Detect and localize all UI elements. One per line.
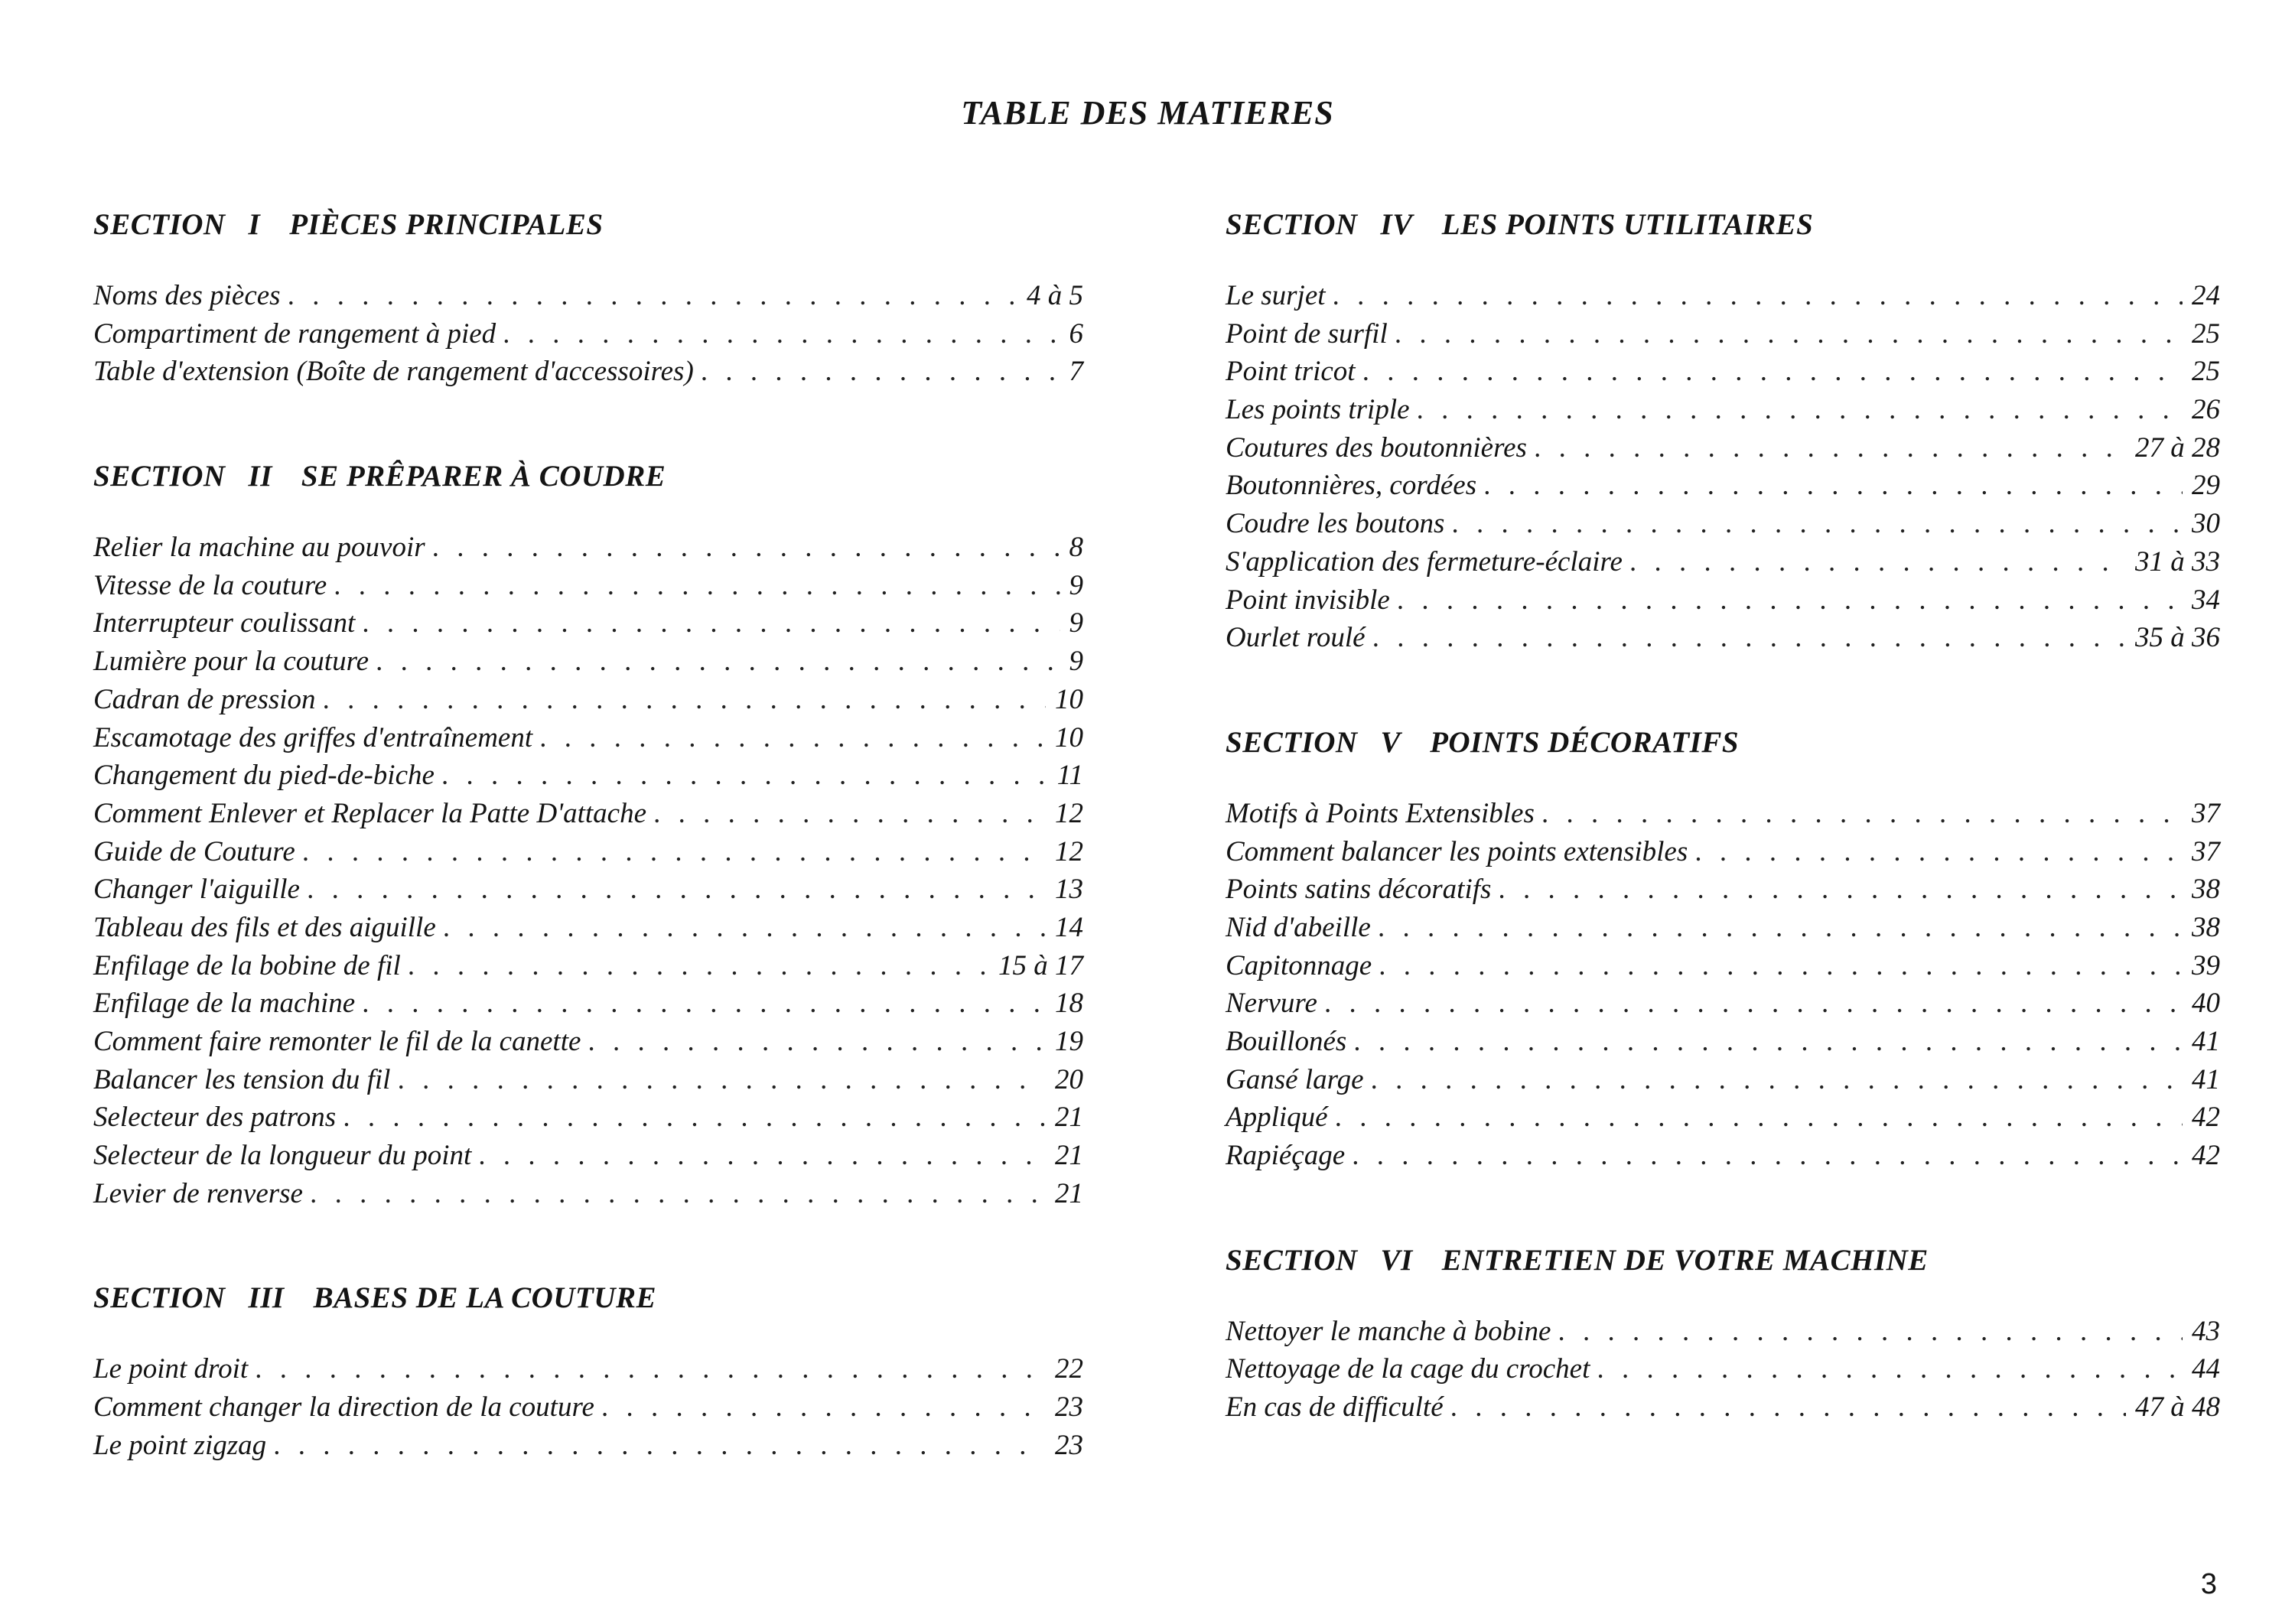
toc-entry[interactable] (93, 1388, 1083, 1427)
toc-entry[interactable] (93, 1098, 1083, 1137)
entry-title: Interrupteur coulissant (93, 607, 356, 640)
entry-page: 37 (2192, 797, 2220, 829)
toc-entry[interactable] (93, 1427, 1083, 1465)
toc-entry[interactable] (93, 795, 1083, 833)
toc-entry[interactable] (1226, 795, 2220, 833)
toc-section (1226, 1242, 2220, 1427)
entry-page: 7 (1069, 356, 1083, 388)
entry-page: 25 (2192, 356, 2220, 388)
entry-page: 11 (1056, 760, 1083, 792)
dot-leader (1630, 543, 2126, 581)
dot-leader (324, 681, 1046, 719)
entry-page: 37 (2192, 835, 2220, 867)
entry-page: 21 (1055, 1177, 1083, 1209)
dot-leader (1452, 505, 2183, 543)
entry-page: 14 (1055, 911, 1083, 943)
section-label: SECTION (1226, 208, 1358, 241)
entry-page: 26 (2192, 394, 2220, 426)
entry-title: Cadran de pression (93, 683, 316, 715)
dot-leader (602, 1388, 1046, 1427)
entry-title: Tableau des fils et des aiguille (93, 911, 436, 943)
dot-leader (1325, 984, 2183, 1023)
entry-page: 12 (1055, 835, 1083, 867)
dot-leader (1542, 795, 2183, 833)
entry-page: 23 (1055, 1391, 1083, 1424)
dot-leader (363, 984, 1046, 1023)
dot-leader (303, 833, 1046, 871)
toc-entry[interactable] (1226, 1061, 2220, 1099)
toc-section (93, 458, 1083, 1212)
dot-leader (588, 1023, 1046, 1061)
entry-title: Le surjet (1226, 280, 1326, 311)
toc-entry[interactable] (93, 567, 1083, 605)
toc-entry[interactable] (1226, 429, 2220, 467)
entry-title: Motifs à Points Extensibles (1226, 797, 1535, 829)
dot-leader (376, 643, 1060, 681)
entry-page: 9 (1069, 569, 1083, 601)
entry-title: Nettoyage de la cage du crochet (1226, 1353, 1590, 1385)
entry-page: 10 (1055, 721, 1083, 753)
entry-title: Le point droit (93, 1353, 249, 1385)
entry-page: 41 (2192, 1026, 2220, 1057)
toc-entry[interactable] (93, 871, 1083, 909)
section-name: PIÈCES PRINCIPALES (289, 208, 604, 241)
entry-title: Balancer les tension du fil (93, 1063, 391, 1095)
toc-entry[interactable] (93, 353, 1083, 391)
entry-page: 20 (1055, 1063, 1083, 1095)
dot-leader (1363, 353, 2183, 391)
entry-title: Enfilage de la machine (93, 988, 356, 1020)
dot-leader (1499, 871, 2183, 909)
dot-leader (274, 1427, 1046, 1465)
entry-title: Comment Enlever et Replacer la Patte D'attache (93, 797, 647, 829)
dot-leader (1597, 1350, 2183, 1388)
entry-title: Compartiment de rangement à pied (93, 317, 496, 350)
entry-page: 29 (2192, 470, 2220, 502)
entry-page: 47 à 48 (2135, 1391, 2220, 1424)
dot-leader (1451, 1388, 2126, 1427)
page-title: TABLE DES MATIERES (961, 94, 1334, 132)
dot-leader (1484, 467, 2183, 505)
entry-title: Gansé large (1226, 1063, 1364, 1095)
toc-entry[interactable] (1226, 581, 2220, 620)
entry-title: Table d'extension (Boîte de rangement d'accessoires) (93, 356, 694, 388)
dot-leader (1379, 909, 2183, 947)
entry-title: Point tricot (1226, 356, 1356, 388)
dot-leader (1379, 947, 2183, 985)
entry-page: 41 (2192, 1063, 2220, 1095)
entry-title: Nervure (1226, 988, 1317, 1020)
entry-title: Nettoyer le manche à bobine (1226, 1315, 1551, 1347)
entry-page: 34 (2192, 584, 2220, 616)
entry-title: Points satins décoratifs (1226, 874, 1492, 906)
entry-title: Point de surfil (1226, 317, 1388, 350)
entry-page: 10 (1055, 683, 1083, 715)
dot-leader (308, 871, 1046, 909)
entry-title: Escamotage des griffes d'entraînement (93, 721, 533, 753)
toc-entry[interactable] (93, 1023, 1083, 1061)
entry-page: 21 (1055, 1140, 1083, 1172)
entry-title: Changement du pied-de-biche (93, 760, 435, 792)
toc-entry[interactable] (1226, 505, 2220, 543)
dot-leader (1336, 1098, 2183, 1137)
entry-page: 18 (1055, 988, 1083, 1020)
toc-section (1226, 207, 2220, 657)
entry-title: Bouillonés (1226, 1026, 1347, 1057)
section-name: POINTS DÉCORATIFS (1430, 725, 1740, 759)
section-number: VI (1380, 1243, 1413, 1277)
entry-page: 12 (1055, 797, 1083, 829)
entry-page: 35 à 36 (2135, 622, 2220, 654)
entry-title: Coudre les boutons (1226, 508, 1445, 540)
dot-leader (1695, 833, 2183, 871)
entry-title: Appliqué (1226, 1102, 1328, 1134)
entry-page: 44 (2192, 1353, 2220, 1385)
section-heading (1226, 724, 2220, 761)
right-column (1226, 207, 2220, 1494)
toc-entry[interactable] (93, 757, 1083, 795)
section-number: II (248, 460, 272, 493)
section-name: BASES DE LA COUTURE (313, 1281, 656, 1315)
entry-title: S'application des fermeture-éclaire (1226, 545, 1623, 578)
toc-entry[interactable] (93, 947, 1083, 985)
toc-entry[interactable] (93, 315, 1083, 353)
dot-leader (1372, 1061, 2183, 1099)
section-heading (93, 1280, 1083, 1316)
entry-title: Changer l'aiguille (93, 874, 300, 906)
toc-entry[interactable] (93, 681, 1083, 719)
toc-entry[interactable] (93, 719, 1083, 757)
dot-leader (540, 719, 1046, 757)
entry-title: En cas de difficulté (1226, 1391, 1444, 1424)
entry-title: Nid d'abeille (1226, 911, 1371, 943)
toc-entry[interactable] (1226, 1388, 2220, 1427)
entry-page: 39 (2192, 949, 2220, 981)
section-name: ENTRETIEN DE VOTRE MACHINE (1441, 1243, 1929, 1277)
section-heading (1226, 207, 2220, 243)
section-label: SECTION (93, 460, 226, 493)
entry-page: 13 (1055, 874, 1083, 906)
dot-leader (1535, 429, 2126, 467)
toc-section (1226, 724, 2220, 1175)
entry-page: 38 (2192, 911, 2220, 943)
entry-page: 43 (2192, 1315, 2220, 1347)
left-column (93, 207, 1083, 1532)
entry-page: 25 (2192, 317, 2220, 350)
entry-page: 9 (1069, 646, 1083, 678)
toc-entry[interactable] (1226, 391, 2220, 429)
section-name: LES POINTS UTILITAIRES (1441, 208, 1814, 241)
entry-page: 31 à 33 (2135, 545, 2220, 578)
dot-leader (1418, 391, 2183, 429)
dot-leader (1354, 1023, 2183, 1061)
entry-page: 27 à 28 (2135, 431, 2220, 464)
entry-title: Le point zigzag (93, 1429, 267, 1461)
toc-entry[interactable] (93, 1350, 1083, 1388)
entry-title: Capitonnage (1226, 949, 1372, 981)
dot-leader (654, 795, 1046, 833)
dot-leader (256, 1350, 1046, 1388)
toc-entry[interactable] (1226, 619, 2220, 657)
toc-entry[interactable] (93, 1061, 1083, 1099)
toc-entry[interactable] (93, 984, 1083, 1023)
entry-page: 40 (2192, 988, 2220, 1020)
toc-entry[interactable] (93, 1137, 1083, 1175)
toc-entry[interactable] (1226, 1098, 2220, 1137)
section-heading (1226, 1242, 2220, 1279)
entry-title: Les points triple (1226, 394, 1410, 426)
dot-leader (1353, 1137, 2183, 1175)
entry-title: Comment balancer les points extensibles (1226, 835, 1688, 867)
toc-entry[interactable] (93, 1175, 1083, 1213)
toc-entry[interactable] (1226, 1313, 2220, 1351)
entry-page: 21 (1055, 1102, 1083, 1134)
entry-page: 4 à 5 (1027, 280, 1083, 311)
toc-entry[interactable] (1226, 947, 2220, 985)
entry-title: Lumière pour la couture (93, 646, 369, 678)
entry-title: Coutures des boutonnières (1226, 431, 1527, 464)
section-label: SECTION (93, 1281, 226, 1315)
entry-title: Guide de Couture (93, 835, 295, 867)
entry-page: 38 (2192, 874, 2220, 906)
section-number: V (1380, 725, 1401, 759)
entry-title: Vitesse de la couture (93, 569, 327, 601)
toc-entry[interactable] (93, 529, 1083, 567)
toc-entry[interactable] (1226, 353, 2220, 391)
section-heading (93, 207, 1083, 243)
entry-title: Levier de renverse (93, 1177, 303, 1209)
entry-page: 19 (1055, 1026, 1083, 1057)
entry-title: Comment changer la direction de la couture (93, 1391, 594, 1424)
page-number: 3 (2200, 1568, 2217, 1600)
toc-section (93, 1280, 1083, 1464)
dot-leader (334, 567, 1060, 605)
dot-leader (1373, 619, 2126, 657)
dot-leader (363, 604, 1060, 643)
toc-entry[interactable] (93, 643, 1083, 681)
toc-entry[interactable] (93, 277, 1083, 315)
entry-page: 15 à 17 (998, 949, 1083, 981)
dot-leader (442, 757, 1048, 795)
dot-leader (702, 353, 1060, 391)
toc-entry[interactable] (1226, 1350, 2220, 1388)
dot-leader (288, 277, 1017, 315)
dot-leader (444, 909, 1046, 947)
section-name: SE PRÊPARER À COUDRE (301, 460, 666, 493)
dot-leader (503, 315, 1060, 353)
section-heading (93, 458, 1083, 495)
entry-title: Comment faire remonter le fil de la canette (93, 1026, 581, 1057)
entry-page: 6 (1069, 317, 1083, 350)
toc-entry[interactable] (93, 604, 1083, 643)
dot-leader (343, 1098, 1046, 1137)
toc-entry[interactable] (1226, 543, 2220, 581)
toc-entry[interactable] (1226, 833, 2220, 871)
toc-entry[interactable] (93, 909, 1083, 947)
toc-entry[interactable] (1226, 315, 2220, 353)
dot-leader (311, 1175, 1046, 1213)
entry-title: Selecteur de la longueur du point (93, 1140, 472, 1172)
entry-title: Rapiéçage (1226, 1140, 1346, 1172)
toc-entry[interactable] (1226, 984, 2220, 1023)
dot-leader (433, 529, 1060, 567)
toc-entry[interactable] (1226, 467, 2220, 505)
dot-leader (398, 1061, 1046, 1099)
entry-page: 42 (2192, 1140, 2220, 1172)
entry-page: 23 (1055, 1429, 1083, 1461)
section-number: IV (1380, 208, 1413, 241)
dot-leader (1558, 1313, 2183, 1351)
entry-page: 22 (1055, 1353, 1083, 1385)
toc-entry[interactable] (1226, 909, 2220, 947)
toc-entry[interactable] (1226, 1137, 2220, 1175)
section-label: SECTION (1226, 725, 1358, 759)
dot-leader (479, 1137, 1046, 1175)
entry-title: Ourlet roulé (1226, 622, 1366, 654)
entry-page: 24 (2192, 280, 2220, 311)
entry-title: Enfilage de la bobine de fil (93, 949, 401, 981)
entry-page: 42 (2192, 1102, 2220, 1134)
entry-title: Selecteur des patrons (93, 1102, 337, 1134)
entry-page: 8 (1069, 532, 1083, 564)
toc-entry[interactable] (1226, 871, 2220, 909)
entry-title: Relier la machine au pouvoir (93, 532, 425, 564)
entry-page: 30 (2192, 508, 2220, 540)
entry-title: Boutonnières, cordées (1226, 470, 1477, 502)
entry-page: 9 (1069, 607, 1083, 640)
entry-title: Noms des pièces (93, 280, 281, 311)
dot-leader (1398, 581, 2183, 620)
toc-entry[interactable] (1226, 277, 2220, 315)
dot-leader (1333, 277, 2183, 315)
entry-title: Point invisible (1226, 584, 1390, 616)
toc-entry[interactable] (1226, 1023, 2220, 1061)
dot-leader (1395, 315, 2183, 353)
section-label: SECTION (93, 208, 226, 241)
toc-section (93, 207, 1083, 391)
toc-entry[interactable] (93, 833, 1083, 871)
dot-leader (409, 947, 989, 985)
section-number: III (248, 1281, 285, 1315)
section-label: SECTION (1226, 1243, 1358, 1277)
section-number: I (248, 208, 261, 241)
